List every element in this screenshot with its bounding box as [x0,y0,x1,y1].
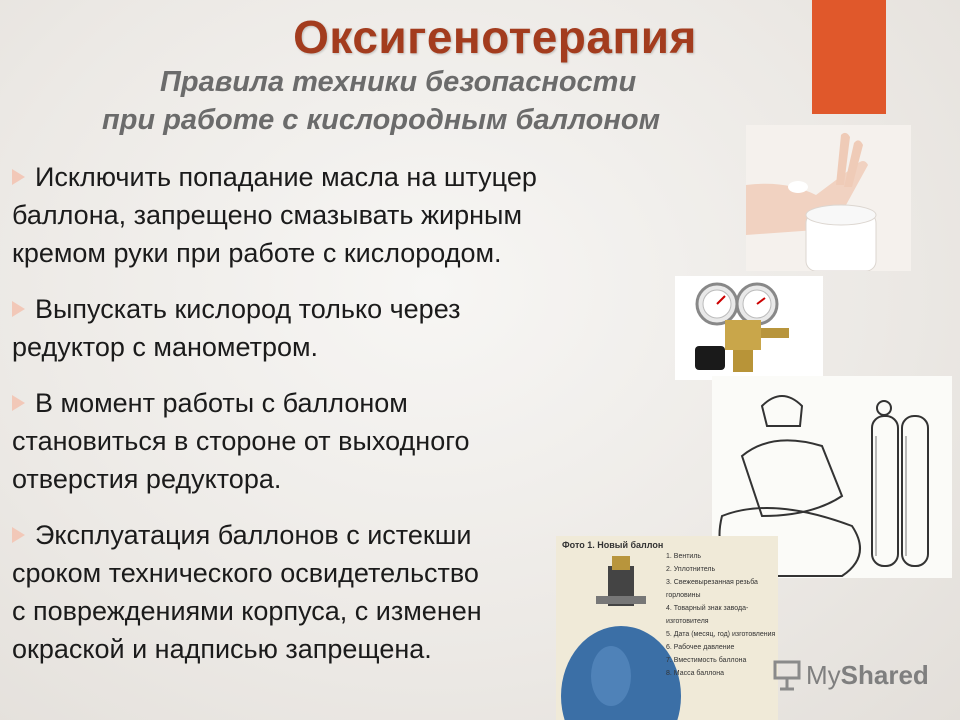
bullet-text: с повреждениями корпуса, с изменен [12,596,482,626]
cylinder-label: 8. Масса баллона [666,670,725,677]
bullet-arrow-icon [12,169,25,185]
cylinder-labels [666,550,776,680]
bullet-item [12,384,612,498]
bullet-arrow-icon [12,395,25,411]
bullet-item [12,290,612,366]
cylinder-caption: Фото 1. Новый баллон [562,540,664,550]
slide-title: Оксигенотерапия [293,11,697,63]
cylinder-label: 7. Вместимость баллона [666,657,747,664]
bullet-item [12,158,612,272]
watermark-part2: Shared [840,660,929,690]
bullet-text: окраской и надписью запрещена. [12,634,432,664]
cylinder-label: 1. Вентиль [666,553,702,560]
watermark-text [806,660,929,691]
cylinder-photo [556,536,778,720]
subtitle-line-2: при работе с кислородным баллоном [102,104,661,136]
presentation-icon [772,658,802,692]
myshared-watermark [770,656,960,696]
bullet-list [12,158,612,686]
regulator-image [675,276,823,380]
subtitle-line-1: Правила техники безопасности [160,66,637,98]
bullet-text: сроком технического освидетельство [12,558,479,588]
bullet-text: редуктор с манометром. [12,332,319,362]
bullet-text: кремом руки при работе с кислородом. [12,238,502,268]
cylinder-label: 5. Дата (месяц, год) изготовления [666,631,776,638]
bullet-text: баллона, запрещено смазывать жирным [12,200,523,230]
bullet-text: В момент работы с баллоном [35,388,408,418]
bullet-text: Исключить попадание масла на штуцер [35,162,537,192]
cylinder-label: 4. Товарный знак завода-изготовителя [666,605,749,625]
bullet-text: становиться в стороне от выходного [12,426,470,456]
cylinder-label: 2. Уплотнитель [666,566,716,573]
cylinder-label: 6. Рабочее давление [666,644,735,651]
hand-cream-image [746,125,911,271]
bullet-text: отверстия редуктора. [12,464,282,494]
bullet-arrow-icon [12,301,25,317]
watermark-part1: My [806,660,841,690]
bullet-text: Выпускать кислород только через [35,294,461,324]
cylinder-label: 3. Свежевырезанная резьба горловины [666,579,758,599]
bullet-text: Эксплуатация баллонов с истекши [35,520,472,550]
bullet-item [12,516,612,668]
bullet-arrow-icon [12,527,25,543]
